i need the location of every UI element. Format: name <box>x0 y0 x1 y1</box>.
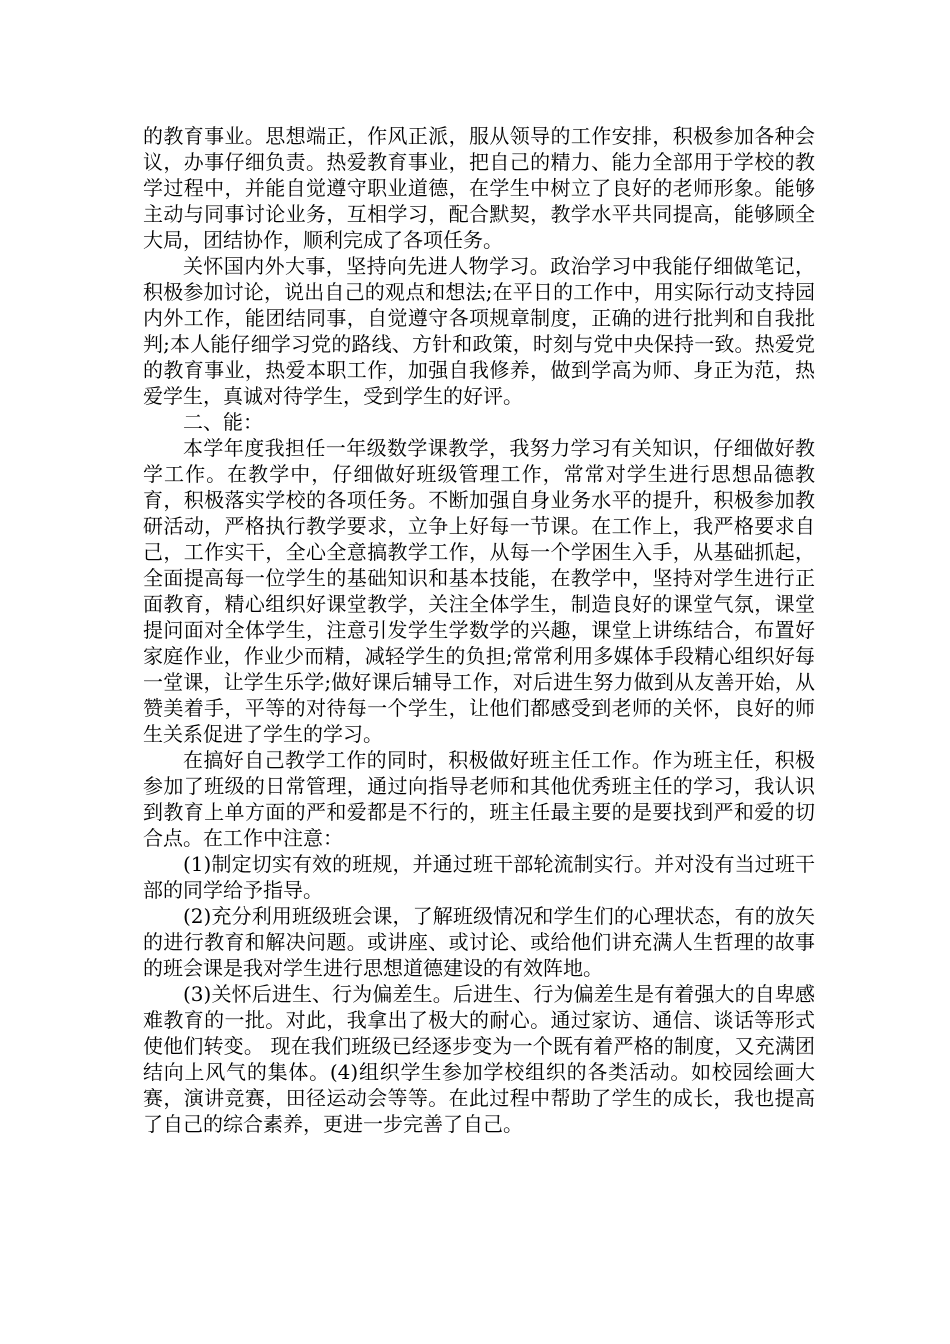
paragraph-political-study: 关怀国内外大事，坚持向先进人物学习。政治学习中我能仔细做笔记，积极参加讨论，说出自己的观点和想法;在平日的工作中，用实际行动支持园内外工作，能团结同事，自觉遵守各项规章制度，正确的进行批判和自我批判;本人能仔细学习党的路线、方针和政策，时刻与党中央保持一致。热爱党的教育事业，热爱本职工作，加强自我修养，做到学高为师、身正为范，热爱学生，真诚对待学生，受到学生的好评。 <box>143 254 815 408</box>
list-item-1: (1)制定切实有效的班规，并通过班干部轮流制实行。并对没有当过班干部的同学给予指导。 <box>143 852 815 902</box>
list-item-3: (3)关怀后进生、行为偏差生。后进生、行为偏差生是有着强大的自卑感难教育的一批。对此，我拿出了极大的耐心。通过家访、通信、谈话等形式使他们转变。 现在我们班级已经逐步变为一个既有着严格的制度，又充满团结向上风气的集体。(4)组织学生参加学校组织的各类活动。如校园绘画大赛，演讲竞赛，田径运动会等等。在此过程中帮助了学生的成长，我也提高了自己的综合素养，更进一步完善了自己。 <box>143 982 815 1136</box>
list-item-2: (2)充分利用班级班会课，了解班级情况和学生们的心理状态，有的放矢的进行教育和解决问题。或讲座、或讨论、或给他们讲充满人生哲理的故事的班会课是我对学生进行思想道德建设的有效阵地。 <box>143 904 815 980</box>
section-heading-ability: 二、能： <box>183 410 263 434</box>
paragraph-teaching-work: 本学年度我担任一年级数学课教学，我努力学习有关知识，仔细做好教学工作。在教学中，仔细做好班级管理工作，常常对学生进行思想品德教育，积极落实学校的各项任务。不断加强自身业务水平的提升，积极参加教研活动，严格执行教学要求，立争上好每一节课。在工作上，我严格要求自己，工作实干，全心全意搞教学工作，从每一个学困生入手，从基础抓起，全面提高每一位学生的基础知识和基本技能，在教学中，坚持对学生进行正面教育，精心组织好课堂教学，关注全体学生，制造良好的课堂气氛，课堂提问面对全体学生，注意引发学生学数学的兴趣，课堂上讲练结合，布置好家庭作业，作业少而精，减轻学生的负担;常常利用多媒体手段精心组织好每一堂课，让学生乐学;做好课后辅导工作，对后进生努力做到从友善开始，从赞美着手，平等的对待每一个学生，让他们都感受到老师的关怀，良好的师生关系促进了学生的学习。 <box>143 436 815 746</box>
paragraph-continuation: 的教育事业。思想端正，作风正派，服从领导的工作安排，积极参加各种会议，办事仔细负责。热爱教育事业，把自己的精力、能力全部用于学校的教学过程中，并能自觉遵守职业道德，在学生中树立了良好的老师形象。能够主动与同事讨论业务，互相学习，配合默契，教学水平共同提高，能够顾全大局，团结协作，顺利完成了各项任务。 <box>143 124 815 252</box>
paragraph-class-teacher-work: 在搞好自己教学工作的同时，积极做好班主任工作。作为班主任，积极参加了班级的日常管理，通过向指导老师和其他优秀班主任的学习，我认识到教育上单方面的严和爱都是不行的，班主任最主要的是要找到严和爱的切合点。在工作中注意： <box>143 748 815 850</box>
document-body <box>143 123 815 1137</box>
